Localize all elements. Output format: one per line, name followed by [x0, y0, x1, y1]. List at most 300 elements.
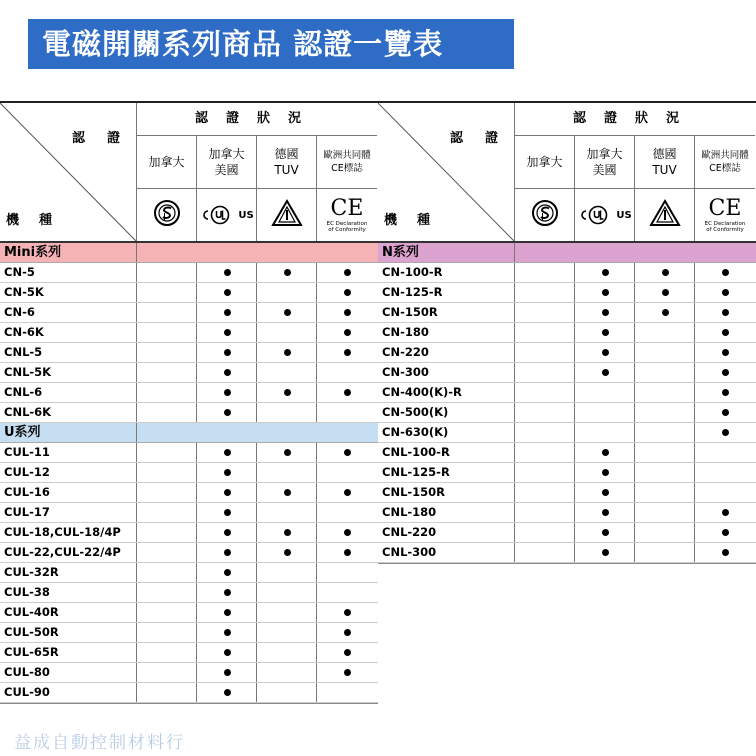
certified-dot-icon	[224, 609, 231, 616]
certified-dot-icon	[224, 629, 231, 636]
certified-dot-icon	[224, 269, 231, 276]
table-row	[378, 423, 756, 443]
certification-cell	[316, 683, 377, 702]
certification-cell	[256, 383, 317, 402]
model-name: CUL-11	[4, 445, 50, 459]
model-name: CN-180	[382, 325, 429, 339]
model-name: CUL-12	[4, 465, 50, 479]
column-logo-cell	[515, 189, 575, 241]
table-row	[0, 563, 378, 583]
column-region-label: 加拿大 美國	[208, 147, 245, 177]
csa-logo-icon	[530, 198, 560, 232]
certified-dot-icon	[284, 489, 291, 496]
certified-dot-icon	[602, 529, 609, 536]
certification-cell	[316, 603, 377, 622]
model-name: CUL-22,CUL-22/4P	[4, 545, 121, 559]
table-row	[378, 503, 756, 523]
certified-dot-icon	[284, 269, 291, 276]
certified-dot-icon	[224, 669, 231, 676]
certified-dot-icon	[224, 329, 231, 336]
table-row	[378, 283, 756, 303]
certification-cell	[196, 683, 257, 702]
certification-cell	[196, 503, 257, 522]
column-region-label: 歐洲共同體 CE標誌	[701, 150, 749, 174]
certification-cell	[256, 323, 317, 342]
certification-cell	[634, 323, 695, 342]
certification-cell	[136, 543, 196, 562]
certification-cell	[256, 483, 317, 502]
column-region-label: 歐洲共同體 CE標誌	[323, 150, 371, 174]
certification-cell	[316, 363, 377, 382]
model-name: CNL-6K	[4, 405, 52, 419]
certified-dot-icon	[602, 349, 609, 356]
certified-dot-icon	[722, 409, 729, 416]
table-row	[378, 483, 756, 503]
table-row	[0, 583, 378, 603]
certified-dot-icon	[602, 469, 609, 476]
ce-mark-text: CE	[708, 195, 742, 221]
certification-cell	[196, 663, 257, 682]
certification-cell	[196, 323, 257, 342]
table-row	[378, 543, 756, 563]
series-band	[378, 243, 756, 262]
column-logo-cell	[635, 189, 695, 241]
table-row	[0, 403, 378, 423]
certification-cell	[634, 443, 695, 462]
certification-cell	[196, 343, 257, 362]
certification-cell	[136, 583, 196, 602]
certified-dot-icon	[344, 549, 351, 556]
certification-cell	[256, 683, 317, 702]
certification-cell	[136, 663, 196, 682]
certification-cell	[256, 623, 317, 642]
certified-dot-icon	[722, 269, 729, 276]
certification-cell	[256, 303, 317, 322]
certified-dot-icon	[722, 369, 729, 376]
certification-cell	[136, 623, 196, 642]
certification-cell	[694, 523, 755, 542]
certification-cell	[574, 443, 635, 462]
certification-cell	[316, 563, 377, 582]
certification-cell	[196, 463, 257, 482]
model-name: CN-125-R	[382, 285, 443, 299]
table-row	[0, 543, 378, 563]
table-row	[378, 463, 756, 483]
column-logo-cell	[137, 189, 197, 241]
certification-cell	[196, 263, 257, 282]
us-label: US	[616, 209, 632, 221]
certification-cell	[136, 383, 196, 402]
certification-cell	[136, 603, 196, 622]
series-label: N系列	[382, 245, 419, 260]
certification-cell	[634, 403, 695, 422]
certification-cell	[574, 303, 635, 322]
column-logo-cell	[197, 189, 257, 241]
cul-us-logo-icon	[199, 202, 253, 228]
certification-cell	[514, 463, 574, 482]
table-row	[378, 303, 756, 323]
certification-cell	[316, 663, 377, 682]
certification-cell	[256, 523, 317, 542]
series-band	[0, 423, 378, 442]
certification-cell	[316, 623, 377, 642]
certified-dot-icon	[722, 549, 729, 556]
certification-cell	[316, 643, 377, 662]
column-header-region	[515, 136, 575, 189]
certified-dot-icon	[602, 509, 609, 516]
column-header-region	[695, 136, 755, 189]
certification-cell	[694, 503, 755, 522]
table-row	[0, 623, 378, 643]
table-row	[0, 343, 378, 363]
certification-cell	[574, 363, 635, 382]
certification-cell	[634, 543, 695, 562]
table-row	[0, 483, 378, 503]
certification-cell	[574, 503, 635, 522]
certified-dot-icon	[344, 349, 351, 356]
model-name: CN-6	[4, 305, 35, 319]
certification-cell	[136, 403, 196, 422]
certification-cell	[316, 383, 377, 402]
certification-cell	[196, 303, 257, 322]
table-row	[0, 503, 378, 523]
certification-cell	[196, 543, 257, 562]
certified-dot-icon	[224, 309, 231, 316]
table-row	[0, 663, 378, 683]
certification-cell	[694, 363, 755, 382]
certified-dot-icon	[602, 549, 609, 556]
certified-dot-icon	[224, 549, 231, 556]
certification-cell	[574, 343, 635, 362]
certification-cell	[256, 363, 317, 382]
model-name: CN-5	[4, 265, 35, 279]
certification-cell	[256, 543, 317, 562]
certification-cell	[514, 423, 574, 442]
corner-model-label: 機種	[6, 213, 73, 228]
certified-dot-icon	[722, 309, 729, 316]
certification-cell	[316, 343, 377, 362]
certified-dot-icon	[224, 509, 231, 516]
column-divider	[514, 243, 515, 262]
corner-cell	[378, 103, 521, 241]
table-row	[378, 383, 756, 403]
model-name: CUL-38	[4, 585, 50, 599]
model-name: CN-100-R	[382, 265, 443, 279]
certified-dot-icon	[722, 509, 729, 516]
certification-cell	[694, 323, 755, 342]
certification-cell	[256, 663, 317, 682]
certification-cell	[634, 463, 695, 482]
table-row	[0, 323, 378, 343]
certification-cell	[256, 343, 317, 362]
model-name: CNL-5	[4, 345, 43, 359]
certification-cell	[514, 383, 574, 402]
ce-mark-text: CE	[330, 195, 364, 221]
certification-cell	[256, 563, 317, 582]
certified-dot-icon	[344, 449, 351, 456]
certification-cell	[694, 383, 755, 402]
table-row	[0, 603, 378, 623]
column-region-label: 加拿大	[526, 155, 563, 169]
certified-dot-icon	[662, 309, 669, 316]
table-row	[378, 443, 756, 463]
series-label: Mini系列	[4, 245, 62, 260]
certified-dot-icon	[344, 489, 351, 496]
model-name: CN-220	[382, 345, 429, 359]
certification-cell	[256, 503, 317, 522]
model-name: CUL-90	[4, 685, 50, 699]
certification-cell	[316, 443, 377, 462]
certified-dot-icon	[722, 329, 729, 336]
table-row	[0, 383, 378, 403]
certification-cell	[634, 503, 695, 522]
certification-cell	[256, 283, 317, 302]
model-name: CNL-6	[4, 385, 43, 399]
page-title: 電磁開關系列商品 認證一覽表	[42, 27, 444, 61]
us-label: US	[238, 209, 254, 221]
certification-cell	[514, 503, 574, 522]
column-header-region	[197, 136, 257, 189]
csa-logo-icon	[152, 198, 182, 232]
certification-cell	[514, 283, 574, 302]
certified-dot-icon	[344, 669, 351, 676]
certified-dot-icon	[284, 349, 291, 356]
certified-dot-icon	[284, 449, 291, 456]
certification-cell	[574, 523, 635, 542]
certification-cell	[136, 643, 196, 662]
column-logo-cell	[317, 189, 377, 241]
certification-cell	[136, 343, 196, 362]
model-name: CNL-125-R	[382, 465, 450, 479]
table-row	[0, 283, 378, 303]
model-name: CUL-50R	[4, 625, 59, 639]
certification-cell	[634, 423, 695, 442]
corner-certification-label: 認證	[450, 131, 521, 146]
certification-cell	[634, 483, 695, 502]
series-header	[0, 423, 378, 443]
column-header-region	[635, 136, 695, 189]
corner-model-label: 機種	[384, 213, 451, 228]
certification-cell	[136, 263, 196, 282]
model-name: CN-400(K)-R	[382, 385, 462, 399]
certified-dot-icon	[344, 649, 351, 656]
certification-cell	[634, 383, 695, 402]
column-divider	[136, 423, 137, 442]
certification-cell	[136, 283, 196, 302]
table-header	[378, 103, 756, 243]
certification-cell	[316, 543, 377, 562]
certification-cell	[256, 443, 317, 462]
model-name: CNL-100-R	[382, 445, 450, 459]
certification-cell	[634, 263, 695, 282]
certified-dot-icon	[224, 409, 231, 416]
certification-cell	[574, 483, 635, 502]
certification-cell	[574, 283, 635, 302]
certified-dot-icon	[602, 289, 609, 296]
right-certification-table	[378, 101, 756, 564]
table-row	[378, 343, 756, 363]
series-header	[378, 243, 756, 263]
certification-cell	[316, 483, 377, 502]
certified-dot-icon	[602, 489, 609, 496]
certified-dot-icon	[722, 289, 729, 296]
model-name: CN-5K	[4, 285, 44, 299]
certification-cell	[196, 403, 257, 422]
certification-cell	[634, 523, 695, 542]
certification-cell	[574, 423, 635, 442]
ce-caption: EC Declaration of Conformity	[326, 220, 368, 233]
certified-dot-icon	[722, 389, 729, 396]
certification-cell	[634, 283, 695, 302]
certification-cell	[694, 463, 755, 482]
model-name: CN-500(K)	[382, 405, 449, 419]
certification-cell	[574, 383, 635, 402]
certification-cell	[316, 583, 377, 602]
ce-caption: EC Declaration of Conformity	[704, 220, 746, 233]
column-divider	[136, 243, 137, 262]
certification-cell	[136, 683, 196, 702]
certification-cell	[694, 443, 755, 462]
certified-dot-icon	[662, 269, 669, 276]
certification-cell	[136, 483, 196, 502]
certified-dot-icon	[284, 389, 291, 396]
table-row	[0, 683, 378, 703]
certification-cell	[514, 303, 574, 322]
certification-cell	[136, 363, 196, 382]
column-region-label: 德國 TUV	[274, 147, 299, 177]
certification-cell	[694, 283, 755, 302]
certification-cell	[196, 603, 257, 622]
tuv-triangle-icon	[270, 198, 304, 232]
column-region-label: 加拿大 美國	[586, 147, 623, 177]
certification-cell	[694, 303, 755, 322]
certified-dot-icon	[602, 449, 609, 456]
title-banner	[28, 19, 514, 69]
table-row	[0, 303, 378, 323]
certification-cell	[196, 383, 257, 402]
model-name: CNL-180	[382, 505, 437, 519]
table-row	[0, 643, 378, 663]
model-name: CNL-220	[382, 525, 437, 539]
certification-cell	[514, 343, 574, 362]
certified-dot-icon	[722, 349, 729, 356]
model-name: CNL-5K	[4, 365, 52, 379]
model-name: CN-150R	[382, 305, 438, 319]
certification-cell	[256, 643, 317, 662]
column-logo-cell	[575, 189, 635, 241]
certification-cell	[196, 643, 257, 662]
certification-status-heading: 認證狀況	[137, 103, 377, 136]
certified-dot-icon	[224, 649, 231, 656]
certification-cell	[316, 323, 377, 342]
certification-cell	[514, 523, 574, 542]
certified-dot-icon	[224, 589, 231, 596]
certification-cell	[136, 463, 196, 482]
certified-dot-icon	[224, 469, 231, 476]
certification-cell	[256, 603, 317, 622]
certification-cell	[694, 423, 755, 442]
certification-cell	[574, 323, 635, 342]
certification-cell	[136, 443, 196, 462]
series-label: U系列	[4, 425, 41, 440]
certified-dot-icon	[602, 309, 609, 316]
store-watermark: 益成自動控制材料行	[14, 733, 185, 753]
corner-certification-label: 認證	[72, 131, 143, 146]
table-row	[0, 463, 378, 483]
certification-cell	[514, 483, 574, 502]
certification-cell	[514, 323, 574, 342]
certification-cell	[316, 463, 377, 482]
certification-cell	[196, 483, 257, 502]
certification-cell	[316, 283, 377, 302]
table-row	[378, 523, 756, 543]
column-logo-cell	[695, 189, 755, 241]
certification-cell	[196, 563, 257, 582]
certification-cell	[694, 403, 755, 422]
certification-cell	[634, 343, 695, 362]
model-name: CUL-80	[4, 665, 50, 679]
certification-cell	[316, 503, 377, 522]
certified-dot-icon	[284, 309, 291, 316]
certification-cell	[694, 343, 755, 362]
certified-dot-icon	[602, 269, 609, 276]
certified-dot-icon	[344, 309, 351, 316]
certification-cell	[136, 523, 196, 542]
column-region-label: 加拿大	[148, 155, 185, 169]
model-name: CNL-300	[382, 545, 437, 559]
certified-dot-icon	[344, 329, 351, 336]
certified-dot-icon	[224, 389, 231, 396]
certification-cell	[694, 543, 755, 562]
certified-dot-icon	[662, 289, 669, 296]
certified-dot-icon	[722, 429, 729, 436]
model-name: CUL-40R	[4, 605, 59, 619]
certification-cell	[634, 363, 695, 382]
ce-mark-icon	[326, 195, 368, 233]
certification-cell	[196, 623, 257, 642]
table-header	[0, 103, 378, 243]
certification-cell	[514, 543, 574, 562]
certification-cell	[514, 403, 574, 422]
certification-cell	[136, 563, 196, 582]
certification-cell	[574, 403, 635, 422]
certified-dot-icon	[602, 329, 609, 336]
certified-dot-icon	[224, 569, 231, 576]
certified-dot-icon	[344, 629, 351, 636]
certified-dot-icon	[224, 289, 231, 296]
certification-cell	[256, 263, 317, 282]
column-region-label: 德國 TUV	[652, 147, 677, 177]
certification-cell	[574, 543, 635, 562]
model-name: CUL-16	[4, 485, 50, 499]
column-header-region	[317, 136, 377, 189]
certification-cell	[196, 443, 257, 462]
column-header-region	[575, 136, 635, 189]
certification-cell	[514, 263, 574, 282]
tuv-triangle-icon	[648, 198, 682, 232]
certified-dot-icon	[344, 529, 351, 536]
certified-dot-icon	[224, 529, 231, 536]
certified-dot-icon	[284, 549, 291, 556]
certification-cell	[196, 583, 257, 602]
column-logo-cell	[257, 189, 317, 241]
table-row	[378, 263, 756, 283]
table-row	[378, 323, 756, 343]
table-row	[0, 263, 378, 283]
model-name: CNL-150R	[382, 485, 446, 499]
certification-cell	[196, 283, 257, 302]
certification-cell	[196, 523, 257, 542]
